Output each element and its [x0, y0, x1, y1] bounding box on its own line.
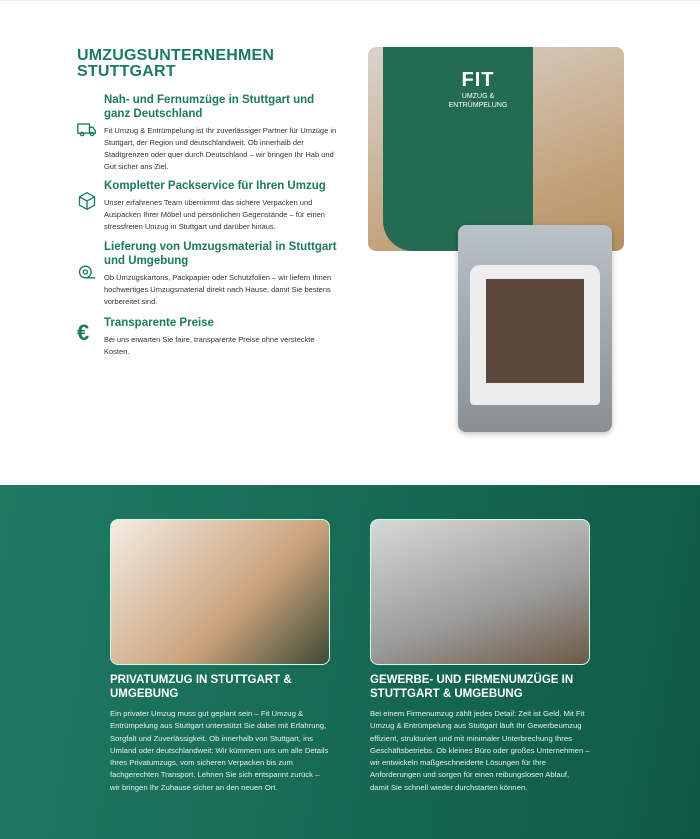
- mover-shirt-image: [368, 47, 624, 251]
- feature-text: Bei uns erwarten Sie faire, transparente Preise ohne versteckte Kosten.: [104, 335, 315, 356]
- feature-title: Transparente Preise: [104, 317, 214, 329]
- feature-item: [77, 179, 337, 233]
- moving-van-image: [458, 225, 612, 432]
- page-title: UMZUGSUNTERNEHMEN STUTTGART: [77, 47, 275, 80]
- business-move-card: [370, 519, 590, 794]
- card-text: Ein privater Umzug muss gut geplant sein – Fit Umzug & Entrümpelung aus Stuttgart unterstützt Sie dabei mit Erfahrung, Sorgfalt und Zuverlässigkeit. Ob innerhalb von Stuttgart, ins Umland oder deutschlandweit: Wir kümmern uns um alle Details Ihres Privatumzugs, vom sicheren Verpacken bis zum fachgerechten Transport. Lehnen Sie sich entspannt zurück – wir bringen Ihr Zuhause sicher an den neuen Ort.: [110, 709, 329, 792]
- feature-title: Nah- und Fernumzüge in Stuttgart und ganz Deutschland: [104, 94, 315, 120]
- euro-icon: €: [77, 320, 90, 345]
- feature-title: Kompletter Packservice für Ihren Umzug: [104, 180, 326, 192]
- tape-roll-icon: [77, 262, 97, 282]
- feature-item: [77, 316, 337, 358]
- box-icon: [77, 191, 97, 211]
- feature-text: Fit Umzug & Entrümpelung ist Ihr zuverlässiger Partner für Umzüge in Stuttgart, der Region und deutschlandweit. Ob innerhalb der Stadtgrenzen oder quer durch Deutschland – wir bringen Ihr Hab und Gut sicher ans Ziel.: [104, 126, 337, 171]
- feature-item: [77, 93, 337, 173]
- moving-types-section: [0, 485, 700, 839]
- card-title: PRIVATUMZUG IN STUTTGART & UMGEBUNG: [110, 674, 292, 700]
- company-logo: FIT UMZUG & ENTRÜMPELUNG: [448, 69, 508, 109]
- feature-item: [77, 240, 337, 308]
- office-move-image: [370, 519, 590, 665]
- feature-text: Ob Umzugskartons, Packpapier oder Schutzfolien – wir liefern Ihnen hochwertiges Umzugsmaterial direkt nach Hause, damit Sie bestens vorbereitet sind.: [104, 273, 332, 306]
- truck-icon: [77, 119, 97, 139]
- couple-moving-image: [110, 519, 330, 665]
- feature-title: Lieferung von Umzugsmaterial in Stuttgart und Umgebung: [104, 241, 337, 267]
- private-move-card: [110, 519, 330, 794]
- card-text: Bei einem Firmenumzug zählt jedes Detail: Zeit ist Geld. Mit Fit Umzug & Entrümpelung aus Stuttgart läuft Ihr Gewerbeumzug effizient, strukturiert und mit minimaler Unterbrechung Ihres Geschäftsbetriebs. Ob kleines Büro oder großes Unternehmen – wir entwickeln maßgeschneiderte Lösungen für Ihre Anforderungen und sorgen für einen reibungslosen Ablauf, damit Sie schnell wieder durchstarten können.: [370, 709, 590, 792]
- feature-text: Unser erfahrenes Team übernimmt das sichere Verpacken und Auspacken Ihrer Möbel und persönlichen Gegenstände – für einen stressfreien Umzug in Stuttgart und darüber hinaus.: [104, 198, 325, 231]
- card-title: GEWERBE- UND FIRMENUMZÜGE IN STUTTGART & UMGEBUNG: [370, 674, 574, 700]
